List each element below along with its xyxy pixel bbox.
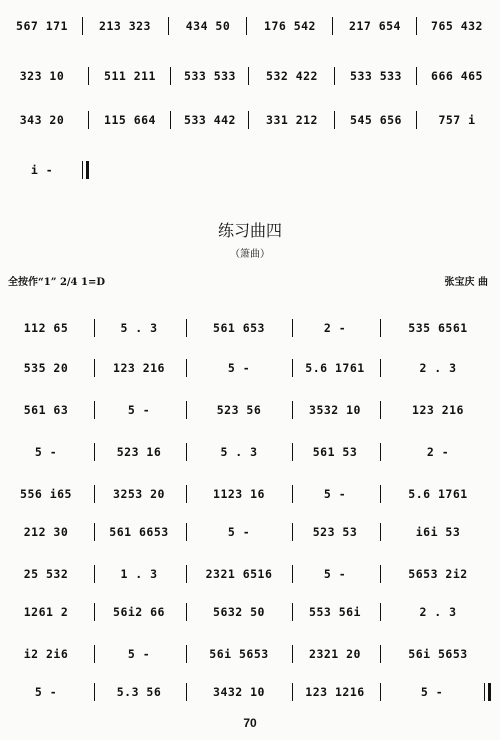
main-line-3 xyxy=(6,398,494,422)
barline xyxy=(380,319,381,337)
measure: 115 664 xyxy=(104,113,156,127)
barline xyxy=(380,523,381,541)
barline xyxy=(170,67,171,85)
measure: 511 211 xyxy=(104,69,156,83)
measure: 56i 5653 xyxy=(209,647,269,661)
barline xyxy=(292,401,293,419)
barline xyxy=(248,67,249,85)
barline xyxy=(292,603,293,621)
composer-credit: 张宝庆 曲 xyxy=(444,277,488,288)
measure: 5 - xyxy=(127,403,151,417)
measure: 25 532 xyxy=(23,567,69,581)
measure: 757 i xyxy=(438,113,476,127)
barline xyxy=(186,683,187,701)
measure: 5 . 3 xyxy=(120,321,158,335)
measure: 343 20 xyxy=(19,113,65,127)
barline xyxy=(380,443,381,461)
barline xyxy=(380,645,381,663)
piece-title: 练习曲四 xyxy=(217,221,282,240)
measure: 212 30 xyxy=(23,525,69,539)
main-line-8 xyxy=(6,600,494,624)
barline xyxy=(186,645,187,663)
measure: 523 16 xyxy=(116,445,162,459)
measure: 545 656 xyxy=(350,113,402,127)
measure: i - xyxy=(30,163,54,177)
barline xyxy=(416,17,417,35)
measure: 3253 20 xyxy=(113,487,165,501)
barline xyxy=(186,565,187,583)
barline xyxy=(292,523,293,541)
measure: 5 . 3 xyxy=(220,445,258,459)
top-line-1 xyxy=(6,14,494,38)
measure: i2 2i6 xyxy=(23,647,69,661)
barline xyxy=(292,645,293,663)
measure: 2 . 3 xyxy=(419,361,457,375)
barline xyxy=(380,485,381,503)
measure: 5 - xyxy=(227,361,251,375)
barline xyxy=(292,565,293,583)
barline xyxy=(94,319,95,337)
measure: 2 - xyxy=(426,445,450,459)
measure: 5632 50 xyxy=(213,605,265,619)
measure: 533 442 xyxy=(184,113,236,127)
measure: 533 533 xyxy=(184,69,236,83)
barline xyxy=(94,603,95,621)
measure: 5 - xyxy=(127,647,151,661)
barline xyxy=(334,111,335,129)
barline xyxy=(380,565,381,583)
final-barline xyxy=(484,683,485,701)
measure: 5.6 1761 xyxy=(305,361,365,375)
main-line-7 xyxy=(6,562,494,586)
barline xyxy=(186,319,187,337)
measure: 561 653 xyxy=(213,321,265,335)
top-line-2 xyxy=(6,64,494,88)
barline xyxy=(246,17,247,35)
barline xyxy=(94,443,95,461)
measure: 5 - xyxy=(323,487,347,501)
measure: 1261 2 xyxy=(23,605,69,619)
measure: 535 6561 xyxy=(408,321,468,335)
measure: 323 10 xyxy=(19,69,65,83)
main-line-10 xyxy=(6,680,494,704)
measure: 523 56 xyxy=(216,403,262,417)
measure: 5653 2i2 xyxy=(408,567,468,581)
measure: 3432 10 xyxy=(213,685,265,699)
final-barline xyxy=(82,161,83,179)
barline xyxy=(292,319,293,337)
barline xyxy=(82,17,83,35)
barline xyxy=(186,485,187,503)
main-line-4 xyxy=(6,440,494,464)
barline xyxy=(94,565,95,583)
barline xyxy=(186,603,187,621)
barline xyxy=(334,67,335,85)
barline xyxy=(94,401,95,419)
measure: 666 465 xyxy=(431,69,483,83)
barline xyxy=(94,523,95,541)
measure: 112 65 xyxy=(23,321,69,335)
measure: 5.6 1761 xyxy=(408,487,468,501)
measure: 434 50 xyxy=(185,19,231,33)
barline xyxy=(186,443,187,461)
measure: 532 422 xyxy=(266,69,318,83)
measure: 217 654 xyxy=(349,19,401,33)
measure: 561 53 xyxy=(312,445,358,459)
measure: 1123 16 xyxy=(213,487,265,501)
barline xyxy=(94,645,95,663)
main-line-6 xyxy=(6,520,494,544)
measure: 3532 10 xyxy=(309,403,361,417)
measure: 2321 20 xyxy=(309,647,361,661)
top-line-3 xyxy=(6,108,494,132)
barline xyxy=(380,603,381,621)
barline xyxy=(170,111,171,129)
barline xyxy=(332,17,333,35)
measure: 556 i65 xyxy=(20,487,72,501)
measure: 1 . 3 xyxy=(120,567,158,581)
barline xyxy=(416,111,417,129)
measure: 553 56i xyxy=(309,605,361,619)
barline xyxy=(292,683,293,701)
barline xyxy=(248,111,249,129)
main-line-2 xyxy=(6,356,494,380)
main-line-9 xyxy=(6,642,494,666)
barline xyxy=(168,17,169,35)
main-line-5 xyxy=(6,482,494,506)
measure: 561 63 xyxy=(23,403,69,417)
barline xyxy=(380,683,381,701)
barline xyxy=(88,67,89,85)
measure: 5 - xyxy=(34,685,58,699)
barline xyxy=(380,359,381,377)
measure: 176 542 xyxy=(264,19,316,33)
page-number: 70 xyxy=(243,716,257,730)
barline xyxy=(94,683,95,701)
measure: 331 212 xyxy=(266,113,318,127)
barline xyxy=(292,359,293,377)
measure: 2 - xyxy=(323,321,347,335)
barline xyxy=(94,359,95,377)
barline xyxy=(292,485,293,503)
top-line-4 xyxy=(6,158,494,182)
barline xyxy=(186,401,187,419)
measure: 56i 5653 xyxy=(408,647,468,661)
measure: 123 216 xyxy=(412,403,464,417)
measure: 213 323 xyxy=(99,19,151,33)
measure: i6i 53 xyxy=(415,525,461,539)
measure: 2 . 3 xyxy=(419,605,457,619)
measure: 5 - xyxy=(420,685,444,699)
measure: 123 1216 xyxy=(305,685,365,699)
barline xyxy=(186,523,187,541)
measure: 5 - xyxy=(323,567,347,581)
measure: 5.3 56 xyxy=(116,685,162,699)
final-barline xyxy=(86,161,89,179)
measure: 535 20 xyxy=(23,361,69,375)
measure: 2321 6516 xyxy=(205,567,273,581)
measure: 5 - xyxy=(34,445,58,459)
measure: 123 216 xyxy=(113,361,165,375)
barline xyxy=(88,111,89,129)
measure: 533 533 xyxy=(350,69,402,83)
barline xyxy=(94,485,95,503)
barline xyxy=(380,401,381,419)
measure: 765 432 xyxy=(431,19,483,33)
measure: 5 - xyxy=(227,525,251,539)
barline xyxy=(416,67,417,85)
measure: 523 53 xyxy=(312,525,358,539)
main-line-1 xyxy=(6,316,494,340)
piece-subtitle: （箫曲） xyxy=(230,249,270,260)
tuning-and-meter: 全按作“1” 2/4 1=D xyxy=(8,277,106,288)
barline xyxy=(186,359,187,377)
measure: 567 171 xyxy=(16,19,68,33)
final-barline xyxy=(488,683,491,701)
barline xyxy=(292,443,293,461)
measure: 56i2 66 xyxy=(113,605,165,619)
measure: 561 6653 xyxy=(109,525,169,539)
